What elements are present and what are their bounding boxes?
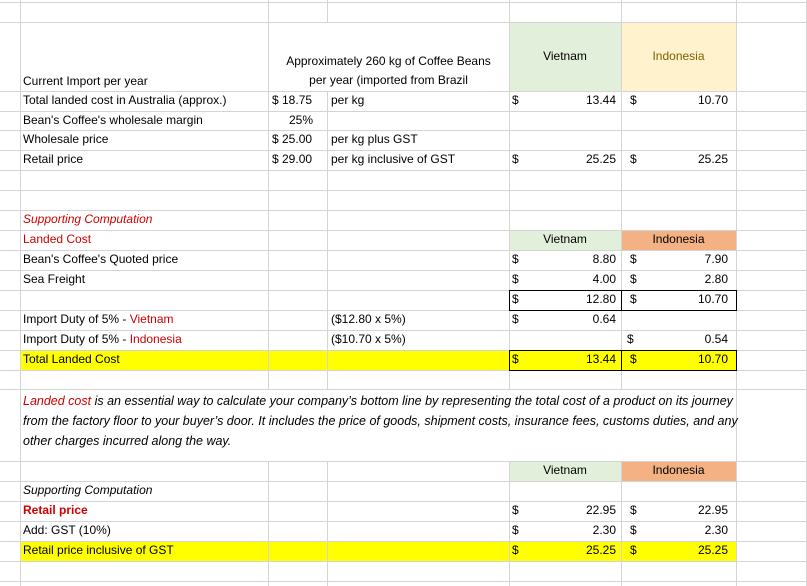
landed-cost-note-lead: Landed cost: [23, 394, 92, 408]
duty-indonesia-formula: ($10.70 x 5%): [331, 332, 406, 346]
duty-vietnam-formula: ($12.80 x 5%): [331, 312, 406, 326]
landed-subtotal-vn-value: 12.80: [585, 292, 616, 306]
retail-section-title: Supporting Computation: [23, 483, 153, 497]
landed-row-id-value: 7.90: [704, 252, 728, 266]
retail-total-vn-currency: $: [512, 543, 519, 557]
grid-row: [0, 2, 807, 3]
summary-row-unit: per kg inclusive of GST: [331, 152, 456, 166]
duty-indonesia-label-text: Import Duty of 5% -: [23, 332, 130, 346]
summary-row-vn-value: 13.44: [585, 93, 616, 107]
landed-col-indonesia: Indonesia: [652, 232, 705, 246]
duty-vietnam-currency: $: [512, 312, 519, 326]
summary-row-id-currency: $: [630, 93, 637, 107]
summary-row-id-value: 25.25: [697, 152, 728, 166]
summary-row-id-value: 10.70: [697, 93, 728, 107]
landed-cost-note: [23, 391, 743, 451]
grid-row: [0, 581, 807, 582]
landed-section-title: Supporting Computation: [23, 212, 153, 226]
landed-subtotal-id-value: 10.70: [697, 292, 728, 306]
retail-price-vn-value: 22.95: [585, 503, 616, 517]
total-landed-label: Total Landed Cost: [23, 352, 120, 366]
retail-total-vn-value: 25.25: [585, 543, 616, 557]
summary-row-vn-currency: $: [512, 152, 519, 166]
summary-row-unit: per kg: [331, 93, 365, 107]
grid-row: [0, 170, 807, 171]
total-landed-vn-currency: $: [512, 352, 519, 366]
retail-gst-id-currency: $: [630, 523, 637, 537]
summary-row-value: $ 29.00: [272, 152, 313, 166]
duty-indonesia-label: [23, 330, 182, 349]
summary-row-label: Total landed cost in Australia (approx.): [23, 93, 227, 107]
retail-total-label: Retail price inclusive of GST: [23, 543, 174, 557]
duty-vietnam-country: Vietnam: [129, 312, 174, 326]
retail-total-id-currency: $: [630, 543, 637, 557]
landed-row-vn-value: 4.00: [592, 272, 616, 286]
landed-col-vietnam: Vietnam: [543, 232, 587, 246]
duty-indonesia-currency: $: [627, 332, 634, 346]
grid-row: [0, 190, 807, 191]
total-landed-vn-value: 13.44: [585, 352, 616, 366]
summary-col-indonesia: Indonesia: [652, 49, 705, 63]
landed-row-id-value: 2.80: [704, 272, 728, 286]
summary-row-id-currency: $: [630, 152, 637, 166]
summary-row-value: $ 18.75: [272, 93, 313, 107]
summary-heading-line2: per year (imported from Brazil: [309, 73, 468, 87]
landed-cost-note-body: is an essential way to calculate your company’s bottom line by representing the total cost of a product on its journey from the factory floor to your buyer’s door. It includes the price of goods, shipment costs, insurance fees, customs duties, and any other charges incurred along the way.: [23, 394, 738, 448]
duty-indonesia-country: Indonesia: [129, 332, 182, 346]
duty-indonesia-value: 0.54: [704, 332, 728, 346]
summary-row-unit: per kg plus GST: [331, 132, 418, 146]
duty-vietnam-value: 0.64: [592, 312, 616, 326]
summary-row-label: Retail price: [23, 152, 84, 166]
retail-gst-vn-value: 2.30: [592, 523, 616, 537]
retail-col-vietnam: Vietnam: [543, 463, 587, 477]
summary-row-label: Bean's Coffee's wholesale margin: [23, 113, 203, 127]
summary-row-vn-value: 25.25: [585, 152, 616, 166]
duty-vietnam-label-text: Import Duty of 5% -: [23, 312, 130, 326]
landed-row-id-currency: $: [630, 252, 637, 266]
total-landed-id-currency: $: [630, 352, 637, 366]
landed-row-label: Bean's Coffee's Quoted price: [23, 252, 179, 266]
grid-row: [0, 561, 807, 562]
retail-price-id-currency: $: [630, 503, 637, 517]
landed-row-vn-value: 8.80: [592, 252, 616, 266]
landed-row-id-currency: $: [630, 272, 637, 286]
landed-row-vn-currency: $: [512, 272, 519, 286]
retail-price-id-value: 22.95: [697, 503, 728, 517]
landed-row-label: Sea Freight: [23, 272, 86, 286]
landed-subtitle: Landed Cost: [23, 232, 92, 246]
retail-col-indonesia: Indonesia: [652, 463, 705, 477]
retail-subtitle: Retail price: [23, 503, 88, 517]
retail-price-vn-currency: $: [512, 503, 519, 517]
summary-col-vietnam: Vietnam: [543, 49, 587, 63]
retail-gst-label: Add: GST (10%): [23, 523, 111, 537]
retail-gst-vn-currency: $: [512, 523, 519, 537]
summary-row-value: 25%: [288, 113, 314, 127]
retail-total-id-value: 25.25: [697, 543, 728, 557]
retail-gst-id-value: 2.30: [704, 523, 728, 537]
landed-row-vn-currency: $: [512, 252, 519, 266]
summary-row-label: Wholesale price: [23, 132, 109, 146]
summary-row-value: $ 25.00: [272, 132, 313, 146]
summary-heading-line1: Approximately 260 kg of Coffee Beans: [286, 54, 491, 68]
summary-row-vn-currency: $: [512, 93, 519, 107]
grid-col: [20, 0, 21, 586]
landed-subtotal-vn-currency: $: [512, 292, 519, 306]
duty-vietnam-label: [23, 310, 174, 329]
total-landed-id-value: 10.70: [697, 352, 728, 366]
landed-subtotal-id-currency: $: [630, 292, 637, 306]
summary-row-label: Current Import per year: [23, 74, 148, 88]
